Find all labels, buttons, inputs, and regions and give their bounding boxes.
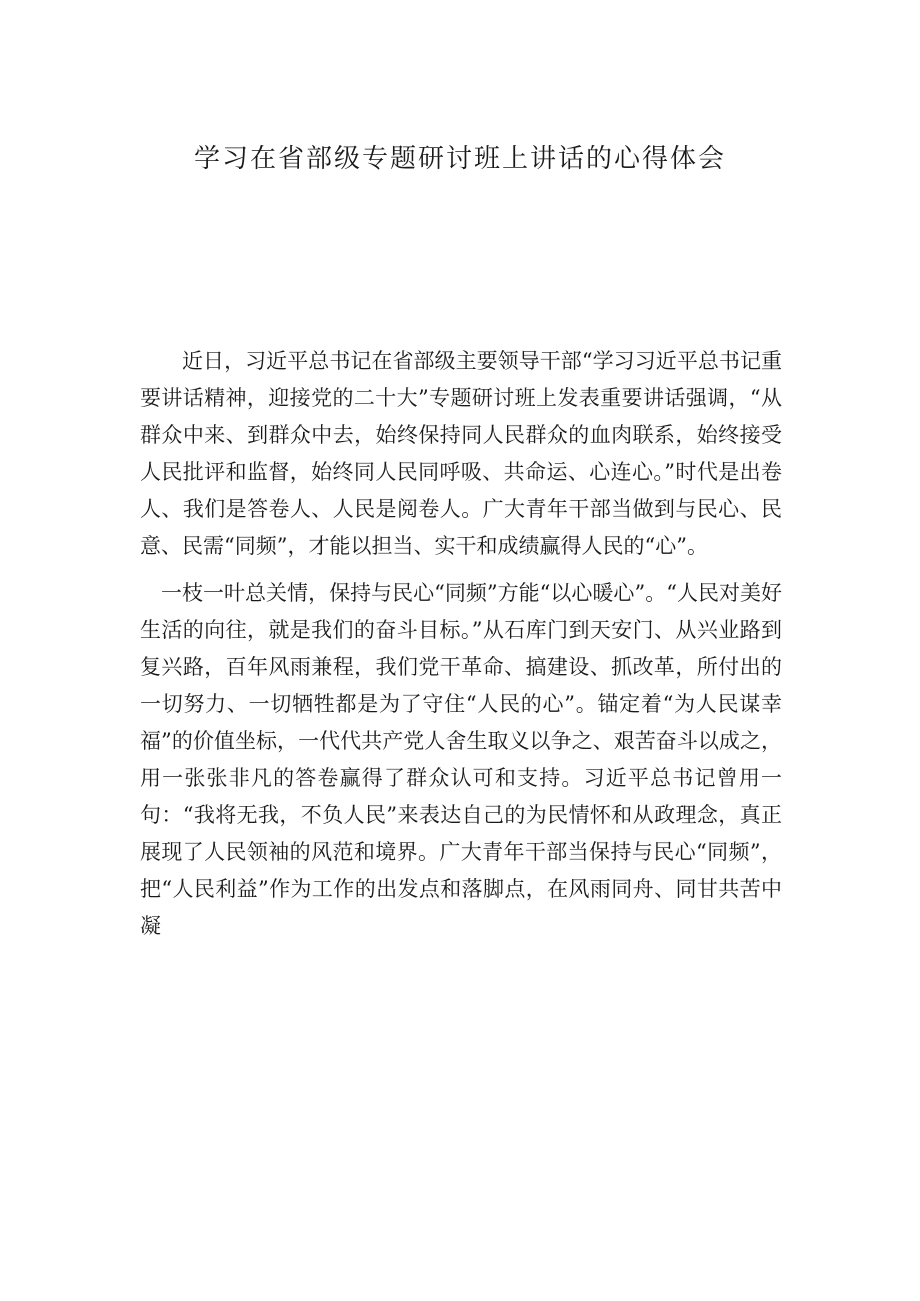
document-body <box>140 343 782 945</box>
document-title: 学习在省部级专题研讨班上讲话的心得体会 <box>193 144 726 174</box>
paragraph-1: 近日，习近平总书记在省部级主要领导干部“学习习近平总书记重要讲话精神，迎接党的二十大”专题研讨班上发表重要讲话强调，“从群众中来、到群众中去，始终保持同人民群众的血肉联系，始终接受人民批评和监督，始终同人民同呼吸、共命运、心连心。”时代是出卷人、我们是答卷人、人民是阅卷人。广大青年干部当做到与民心、民意、民需“同频”，才能以担当、实干和成绩赢得人民的“心”。 <box>140 349 782 558</box>
paragraph-2: 一枝一叶总关情，保持与民心“同频”方能“以心暖心”。“人民对美好生活的向往，就是我们的奋斗目标。”从石库门到天安门、从兴业路到复兴路，百年风雨兼程，我们党干革命、搞建设、抓改革，所付出的一切努力、一切牺牲都是为了守住“人民的心”。锚定着“为人民谋幸福”的价值坐标，一代代共产党人舍生取义以争之、艰苦奋斗以成之，用一张张非凡的答卷赢得了群众认可和支持。习近平总书记曾用一句：“我将无我，不负人民”来表达自己的为民情怀和从政理念，真正展现了人民领袖的风范和境界。广大青年干部当保持与民心“同频”，把“人民利益”作为工作的出发点和落脚点，在风雨同舟、同甘共苦中凝 <box>140 581 782 938</box>
